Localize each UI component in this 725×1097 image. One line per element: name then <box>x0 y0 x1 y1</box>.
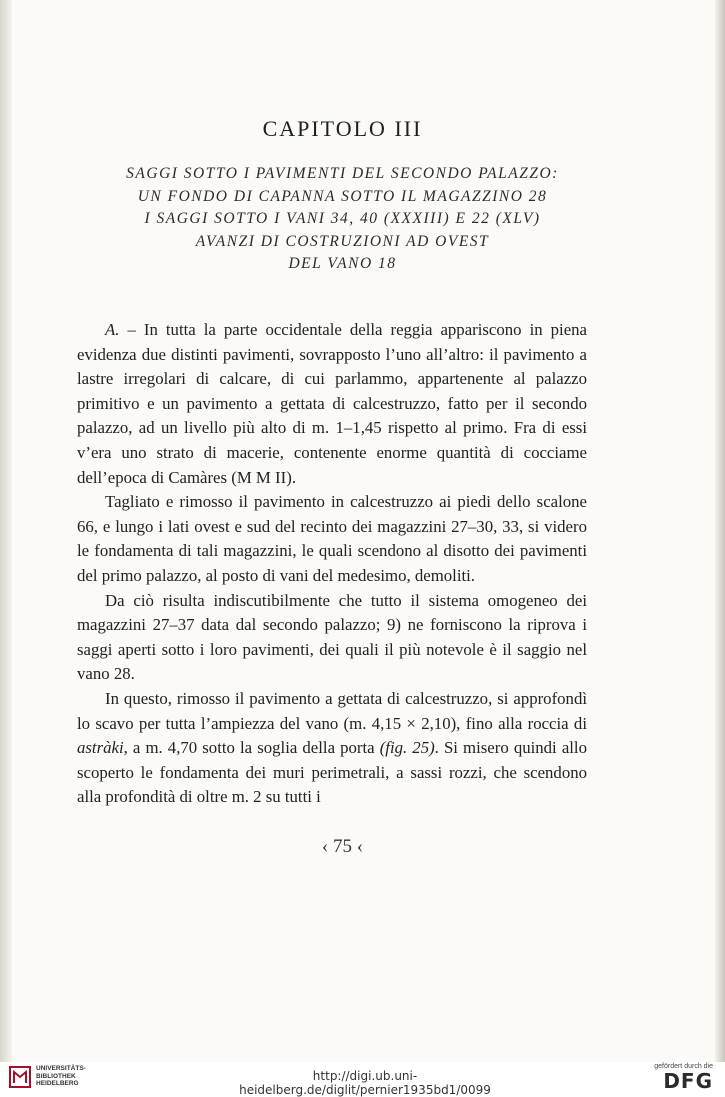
page-edge-right <box>715 0 725 1062</box>
body-text <box>77 318 587 810</box>
subtitle-line: SAGGI SOTTO I PAVIMENTI DEL SECONDO PALAZZO: <box>126 165 559 182</box>
figure-reference: (fig. 25) <box>379 738 435 758</box>
page-number: ‹ 75 ‹ <box>321 836 364 857</box>
subtitle-line: UN FONDO DI CAPANNA SOTTO IL MAGAZZINO 28 <box>137 187 548 205</box>
paragraph-3: Da ciò risulta indiscutibilmente che tutto il sistema omogeneo dei magazzini 27–37 data dal secondo palazzo; 9) ne forniscono la riprova i saggi aperti sotto i loro pavimenti, dei quali il più notevole è il saggio nel vano 28. <box>77 590 587 684</box>
paragraph-text: In questo, rimosso il pavimento a gettata di calcestruzzo, si approfondì lo scavo per tutta l’ampiezza del vano (m. 4,15 × 2,10), fino alla roccia di <box>77 688 587 733</box>
subtitle-line: AVANZI DI COSTRUZIONI AD OVEST <box>195 232 490 250</box>
page-url-link[interactable]: http://digi.ub.uni-heidelberg.de/diglit/pernier1935bd1/0099 <box>239 1069 491 1097</box>
dfg-logo: DFG <box>663 1069 713 1093</box>
funding-note: gefördert durch die <box>654 1063 713 1070</box>
italic-term: astràki <box>77 738 124 758</box>
paragraph-text: . Si misero quindi allo scoperto le fondamenta dei muri perimetrali, a sassi rozzi, che scendono alla profondità di oltre m. 2 su tutti i <box>77 738 587 807</box>
paragraph-4 <box>77 687 587 810</box>
section-letter: A. <box>105 320 120 339</box>
paragraph-text: , a m. 4,70 sotto la soglia della porta <box>123 738 380 758</box>
subtitle-line: DEL VANO 18 <box>288 255 397 272</box>
paragraph-1 <box>77 318 587 490</box>
chapter-title: CAPITOLO III <box>262 116 423 141</box>
library-name: UNIVERSITÄTS- BIBLIOTHEK HEIDELBERG <box>36 1065 86 1088</box>
page-edge-left <box>0 0 12 1062</box>
paragraph-text: – In tutta la parte occidentale della reggia appariscono in piena evidenza due distinti pavimenti, sovrapposto l’uno all’altro: il pavimento a lastre irregolari di calcare, di cui parlammo, appartenente al palazzo primitivo e un pavimento a gettata di calcestruzzo, fatto per il secondo palazzo, ad un livello più alto di m. 1–1,45 rispetto al primo. Fra di essi v’era uno strato di macerie, contenente enorme quantità di cocciame dell’epoca di Camàres (M M II). <box>77 320 587 487</box>
paragraph-2: Tagliato e rimosso il pavimento in calcestruzzo ai piedi dello scalone 66, e lungo i lati ovest e sud del recinto dei magazzini 27–30, 33, si videro le fondamenta di tali magazzini, le quali scendono al disotto dei pavimenti del primo palazzo, al posto di vani del medesimo, demoliti. <box>77 492 587 585</box>
footer-bar <box>0 1062 725 1097</box>
university-library-logo-icon <box>9 1066 31 1088</box>
subtitle-line: I SAGGI SOTTO I VANI 34, 40 (XXXIII) E 22 (XLV) <box>144 210 541 227</box>
chapter-subtitle <box>60 163 625 276</box>
